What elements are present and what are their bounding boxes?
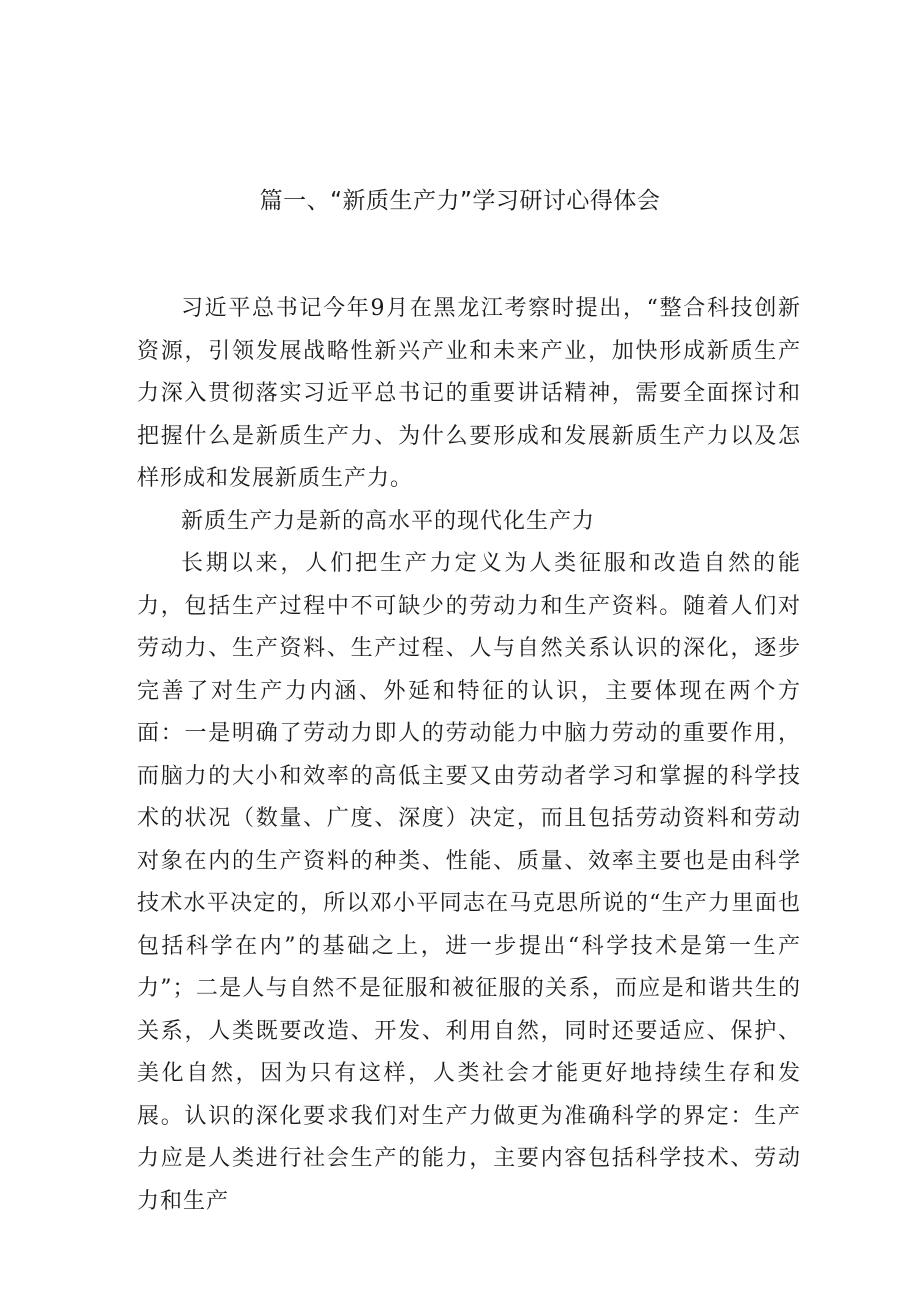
document-body xyxy=(137,288,801,1223)
document-title: 篇一、“新质生产力”学习研讨心得体会 xyxy=(259,188,661,214)
paragraph-intro: 习近平总书记今年9月在黑龙江考察时提出，“整合科技创新资源，引领发展战略性新兴产业和未来产业，加快形成新质生产力深入贯彻落实习近平总书记的重要讲话精神，需要全面探讨和把握什么是新质生产力、为什么要形成和发展新质生产力以及怎样形成和发展新质生产力。 xyxy=(137,296,801,491)
section-heading: 新质生产力是新的高水平的现代化生产力 xyxy=(181,508,596,534)
paragraph-main: 长期以来，人们把生产力定义为人类征服和改造自然的能力，包括生产过程中不可缺少的劳动力和生产资料。随着人们对劳动力、生产资料、生产过程、人与自然关系认识的深化，逐步完善了对生产力内涵、外延和特征的认识，主要体现在两个方面：一是明确了劳动力即人的劳动能力中脑力劳动的重要作用，而脑力的大小和效率的高低主要又由劳动者学习和掌握的科学技术的状况（数量、广度、深度）决定，而且包括劳动资料和劳动对象在内的生产资料的种类、性能、质量、效率主要也是由科学技术水平决定的，所以邓小平同志在马克思所说的“生产力里面也包括科学在内”的基础之上，进一步提出“科学技术是第一生产力”；二是人与自然不是征服和被征服的关系，而应是和谐共生的关系，人类既要改造、开发、利用自然，同时还要适应、保护、美化自然，因为只有这样，人类社会才能更好地持续生存和发展。认识的深化要求我们对生产力做更为准确科学的界定：生产力应是人类进行社会生产的能力，主要内容包括科学技术、劳动力和生产 xyxy=(137,551,801,1214)
